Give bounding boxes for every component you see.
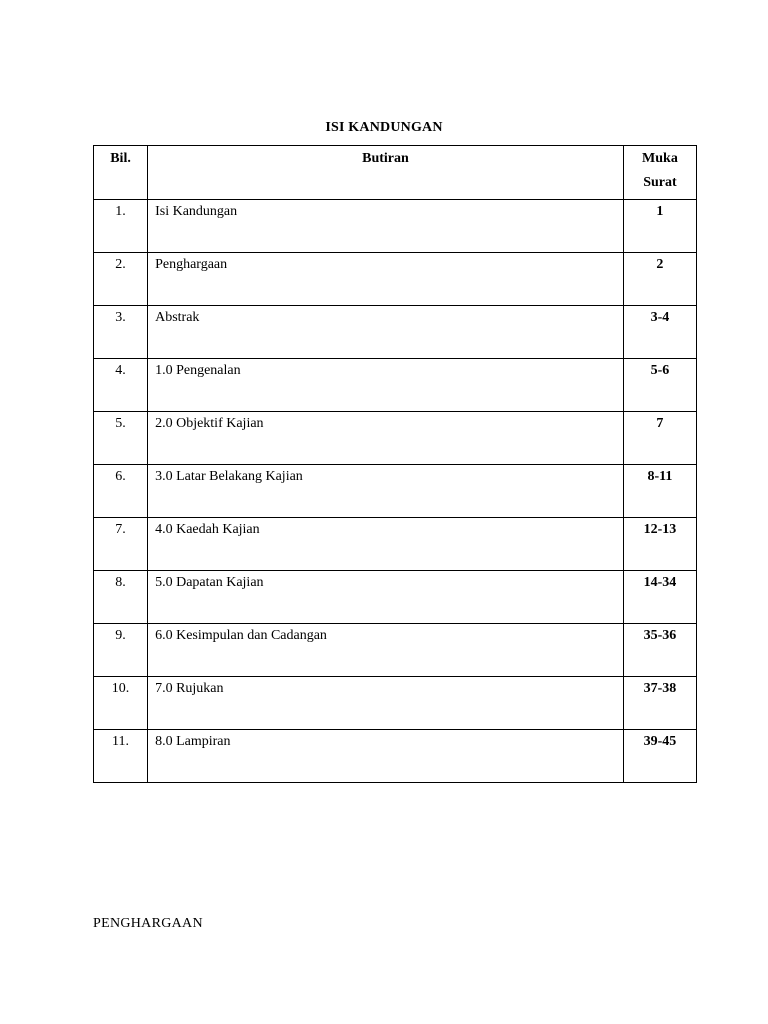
row-item: Abstrak [148,306,624,359]
table-row [94,465,697,518]
table-row [94,518,697,571]
table-row [94,571,697,624]
row-page: 37-38 [623,677,696,730]
table-row [94,253,697,306]
table-header-row [94,146,697,200]
row-item: Isi Kandungan [148,200,624,253]
row-item: 2.0 Objektif Kajian [148,412,624,465]
table-row [94,306,697,359]
header-muka-line1: Muka [642,151,678,166]
row-item: Penghargaan [148,253,624,306]
row-page: 3-4 [623,306,696,359]
row-item: 1.0 Pengenalan [148,359,624,412]
row-page: 35-36 [623,624,696,677]
row-page: 12-13 [623,518,696,571]
row-page: 8-11 [623,465,696,518]
row-item: 6.0 Kesimpulan dan Cadangan [148,624,624,677]
header-bil: Bil. [94,146,148,200]
page-title: ISI KANDUNGAN [325,120,443,135]
header-muka-line2: Surat [643,175,677,190]
row-page: 39-45 [623,730,696,783]
row-page: 14-34 [623,571,696,624]
row-number: 9. [94,624,148,677]
table-row [94,359,697,412]
table-row [94,200,697,253]
row-page: 1 [623,200,696,253]
row-number: 5. [94,412,148,465]
row-number: 2. [94,253,148,306]
table-row [94,412,697,465]
row-number: 7. [94,518,148,571]
row-number: 1. [94,200,148,253]
row-item: 3.0 Latar Belakang Kajian [148,465,624,518]
header-butiran: Butiran [148,146,624,200]
table-row [94,730,697,783]
row-item: 5.0 Dapatan Kajian [148,571,624,624]
table-row [94,677,697,730]
table-of-contents [93,145,697,783]
row-item: 7.0 Rujukan [148,677,624,730]
header-muka-surat [623,146,696,200]
row-page: 2 [623,253,696,306]
row-number: 11. [94,730,148,783]
row-number: 6. [94,465,148,518]
row-page: 5-6 [623,359,696,412]
row-number: 4. [94,359,148,412]
row-number: 3. [94,306,148,359]
row-page: 7 [623,412,696,465]
row-item: 8.0 Lampiran [148,730,624,783]
row-number: 8. [94,571,148,624]
section-heading-penghargaan: PENGHARGAAN [93,916,203,931]
table-row [94,624,697,677]
row-item: 4.0 Kaedah Kajian [148,518,624,571]
row-number: 10. [94,677,148,730]
